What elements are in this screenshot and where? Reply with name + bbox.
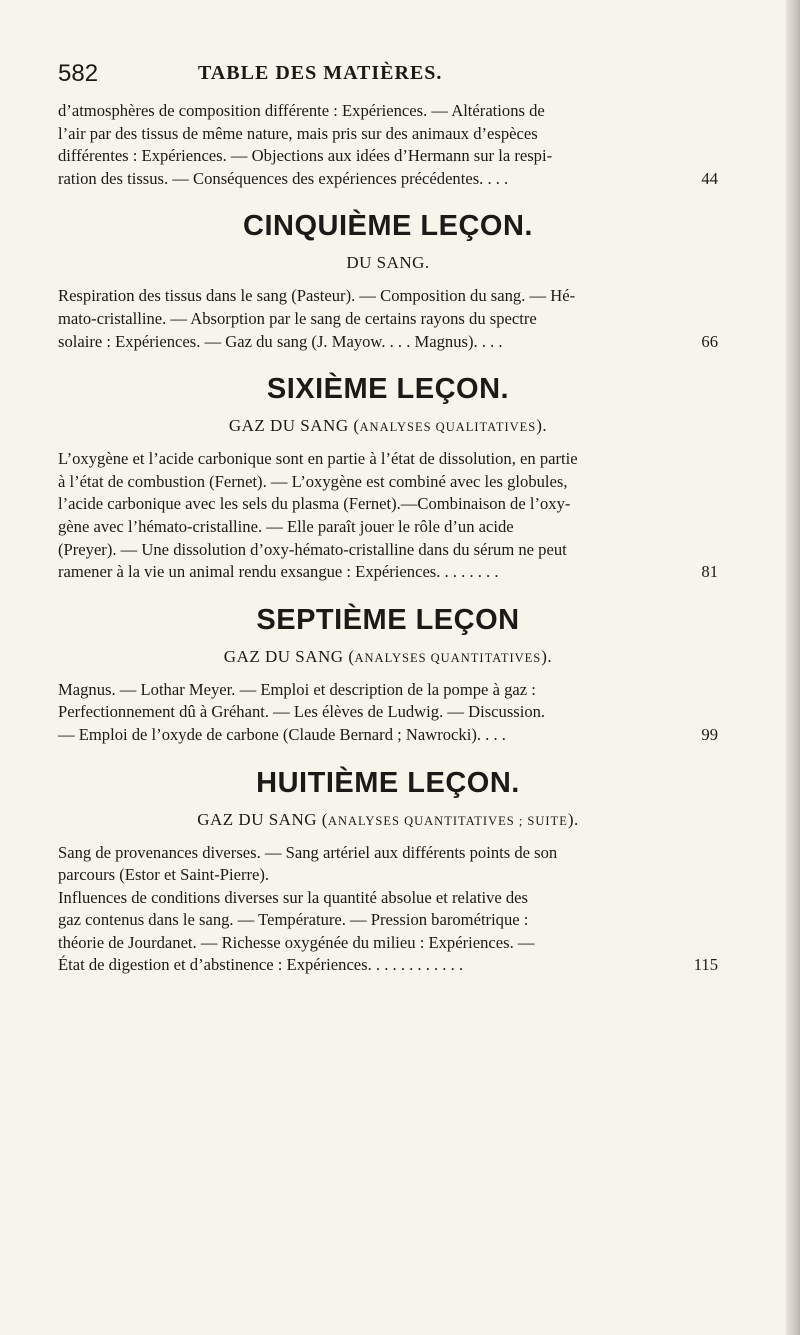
toc-line: gaz contenus dans le sang. — Température. — Pression barométrique : [58, 910, 529, 930]
toc-line: (Preyer). — Une dissolution d’oxy-hémato-cristalline dans du sérum ne peut [58, 539, 567, 559]
toc-last-line [58, 954, 718, 977]
subtitle-small-caps: ANALYSES QUALITATIVES [359, 420, 537, 435]
running-title: TABLE DES MATIÈRES. [198, 62, 443, 84]
lesson-subtitle [58, 810, 718, 830]
toc-page-ref: 115 [693, 955, 718, 975]
subtitle-main: GAZ DU SANG ( [228, 416, 360, 436]
toc-last-line [58, 561, 718, 584]
lesson-subtitle [58, 416, 718, 436]
toc-line-text: ramener à la vie un animal rendu exsangue : Expériences. . . . . . . . [58, 562, 499, 582]
toc-line: Magnus. — Lothar Meyer. — Emploi et description de la pompe à gaz : [58, 679, 536, 699]
lesson-6 [58, 373, 718, 584]
toc-last-line [58, 724, 718, 747]
page-edge [786, 0, 800, 1335]
toc-line: l’acide carbonique avec les sels du plasma (Fernet).—Combinaison de l’oxy- [58, 494, 571, 514]
lesson-title: HUITIÈME LEÇON. [256, 766, 520, 799]
toc-page-ref: 44 [701, 168, 718, 188]
toc-line-text: — Emploi de l’oxyde de carbone (Claude Bernard ; Nawrocki). . . . [58, 724, 506, 744]
toc-line: parcours (Estor et Saint-Pierre). [58, 865, 270, 885]
lesson-subtitle [58, 647, 718, 667]
lesson-8 [58, 767, 718, 978]
lesson-subtitle: DU SANG. [346, 253, 430, 273]
page-header [58, 60, 718, 90]
toc-line-text: État de digestion et d’abstinence : Expériences. . . . . . . . . . . . [58, 955, 464, 975]
toc-line: mato-cristalline. — Absorption par le sang de certains rayons du spectre [58, 308, 537, 328]
toc-line: à l’état de combustion (Fernet). — L’oxygène est combiné avec les globules, [58, 471, 568, 491]
toc-content [58, 100, 718, 977]
subtitle-end: ). [541, 646, 553, 666]
toc-line: différentes : Expériences. — Objections aux idées d’Hermann sur la respi- [58, 146, 553, 166]
toc-line: Influences de conditions diverses sur la quantité absolue et relative des [58, 887, 529, 907]
toc-page-ref: 81 [701, 562, 718, 582]
toc-line-text: solaire : Expériences. — Gaz du sang (J. Mayow. . . . Magnus). . . . [58, 331, 503, 351]
toc-line: d’atmosphères de composition différente : Expériences. — Altérations de [58, 101, 545, 120]
toc-page-ref: 99 [701, 724, 718, 744]
lesson-title: SIXIÈME LEÇON. [266, 373, 510, 406]
subtitle-main: GAZ DU SANG ( [197, 809, 328, 829]
lesson-title: SEPTIÈME LEÇON [256, 603, 520, 636]
subtitle-main: GAZ DU SANG ( [223, 646, 355, 666]
toc-last-line [58, 331, 718, 354]
subtitle-small-caps: ANALYSES QUANTITATIVES ; SUITE [327, 813, 568, 828]
toc-line: Perfectionnement dû à Gréhant. — Les élèves de Ludwig. — Discussion. [58, 702, 546, 722]
toc-last-line [58, 168, 718, 191]
lesson-7 [58, 604, 718, 747]
lesson-5 [58, 210, 718, 353]
toc-entry-intro [58, 100, 718, 190]
toc-line: gène avec l’hémato-cristalline. — Elle paraît jouer le rôle d’un acide [58, 516, 514, 536]
page-number: 582 [58, 60, 99, 87]
toc-line: L’oxygène et l’acide carbonique sont en partie à l’état de dissolution, en partie [58, 449, 578, 469]
lesson-title: CINQUIÈME LEÇON. [243, 210, 533, 243]
subtitle-small-caps: ANALYSES QUANTITATIVES [354, 650, 542, 665]
toc-page-ref: 66 [701, 331, 718, 351]
subtitle-end: ). [536, 416, 548, 436]
toc-line: Respiration des tissus dans le sang (Pasteur). — Composition du sang. — Hé- [58, 286, 576, 306]
toc-line: l’air par des tissus de même nature, mais pris sur des animaux d’espèces [58, 123, 538, 143]
subtitle-end: ). [567, 809, 579, 829]
toc-line-text: ration des tissus. — Conséquences des expériences précédentes. . . . [58, 168, 509, 188]
toc-line: Sang de provenances diverses. — Sang artériel aux différents points de son [58, 842, 558, 862]
toc-line: théorie de Jourdanet. — Richesse oxygénée du milieu : Expériences. — [58, 932, 535, 952]
